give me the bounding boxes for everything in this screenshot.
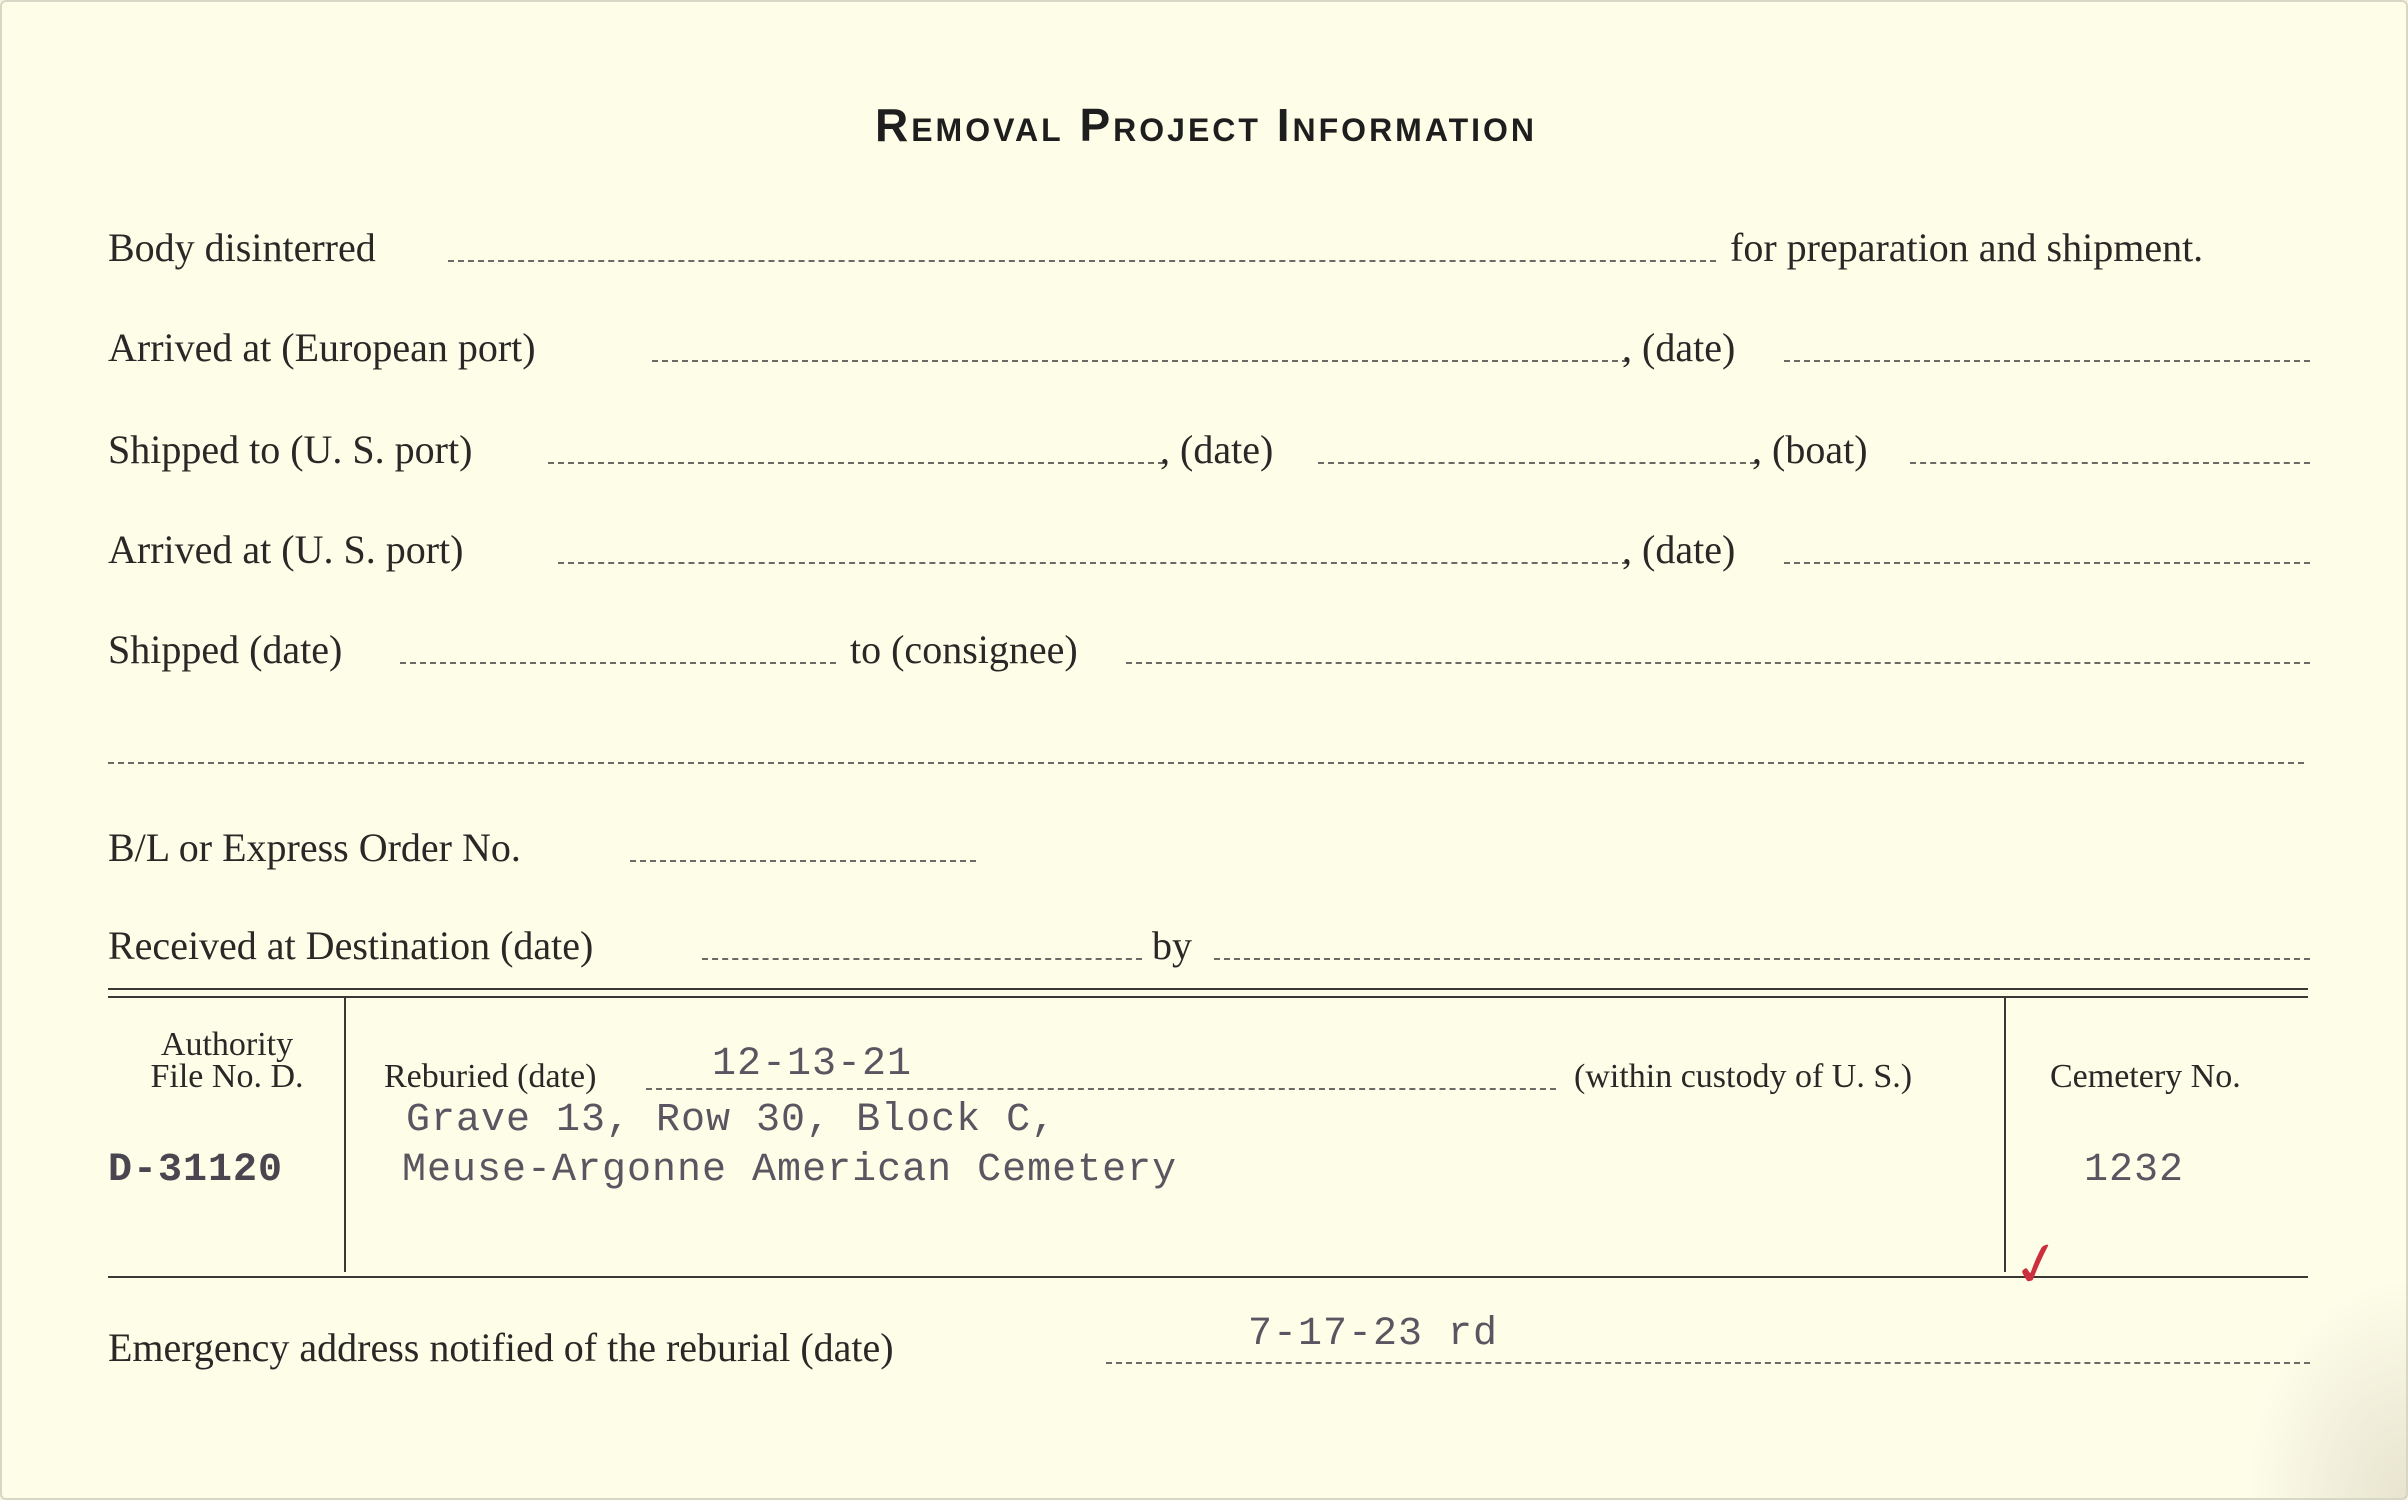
consignee-label: to (consignee) xyxy=(850,627,1078,672)
authority-file-number: D-31120 xyxy=(108,1148,284,1193)
consignee-continuation-field[interactable] xyxy=(108,762,2304,764)
boat-field[interactable] xyxy=(1910,462,2310,464)
emergency-date-value: 7-17-23 rd xyxy=(1248,1312,1499,1357)
bl-express-order-field[interactable] xyxy=(630,860,976,862)
body-disinterred-field[interactable] xyxy=(448,260,1716,262)
red-check-mark: ✓ xyxy=(2005,1225,2070,1305)
reburied-date-value: 12-13-21 xyxy=(712,1042,913,1087)
shipped-date-label: , (date) xyxy=(1160,427,1274,472)
reburied-date-field[interactable] xyxy=(646,1088,1556,1090)
received-destination-field[interactable] xyxy=(702,958,1142,960)
shipped-date-row-label: Shipped (date) xyxy=(108,627,343,672)
received-by-label: by xyxy=(1152,923,1192,968)
grave-location-line1: Grave 13, Row 30, Block C, xyxy=(406,1098,1057,1143)
box-left-divider xyxy=(344,998,346,1272)
arrived-us-date-field[interactable] xyxy=(1784,562,2310,564)
file-no-label: File No. D. xyxy=(150,1058,304,1095)
shipped-date-row-field[interactable] xyxy=(400,662,836,664)
box-bottom-rule xyxy=(108,1276,2308,1278)
us-port-field[interactable] xyxy=(548,462,1164,464)
european-port-field[interactable] xyxy=(652,360,1628,362)
boat-label: , (boat) xyxy=(1752,427,1868,472)
authority-label: Authority xyxy=(160,1026,294,1063)
shipped-to-us-port-label: Shipped to (U. S. port) xyxy=(108,427,473,472)
arrived-us-port-field[interactable] xyxy=(558,562,1628,564)
received-by-field[interactable] xyxy=(1214,958,2310,960)
european-date-field[interactable] xyxy=(1784,360,2310,362)
arrived-us-date-label: , (date) xyxy=(1622,527,1736,572)
emergency-date-field[interactable] xyxy=(1106,1362,2310,1364)
page-title: Removal Project Information xyxy=(874,99,1538,151)
grave-location-line2: Meuse-Argonne American Cemetery xyxy=(402,1148,1178,1193)
reburied-date-label: Reburied (date) xyxy=(384,1058,597,1095)
box-right-divider xyxy=(2004,998,2006,1272)
european-date-label: , (date) xyxy=(1622,325,1736,370)
body-disinterred-label: Body disinterred xyxy=(108,225,376,270)
bl-express-order-label: B/L or Express Order No. xyxy=(108,825,521,870)
box-top-rule xyxy=(108,988,2308,990)
cemetery-number: 1232 xyxy=(2084,1148,2185,1193)
arrived-us-port-label: Arrived at (U. S. port) xyxy=(108,527,464,572)
received-destination-label: Received at Destination (date) xyxy=(108,923,594,968)
box-top-rule-2 xyxy=(108,996,2308,998)
shipped-date-field[interactable] xyxy=(1318,462,1756,464)
arrived-european-port-label: Arrived at (European port) xyxy=(108,325,536,370)
consignee-field[interactable] xyxy=(1126,662,2310,664)
custody-label: (within custody of U. S.) xyxy=(1574,1058,1913,1095)
for-preparation-label: for preparation and shipment. xyxy=(1730,225,2204,270)
cemetery-no-label: Cemetery No. xyxy=(2050,1058,2241,1095)
emergency-address-label: Emergency address notified of the reburial (date) xyxy=(108,1325,894,1370)
